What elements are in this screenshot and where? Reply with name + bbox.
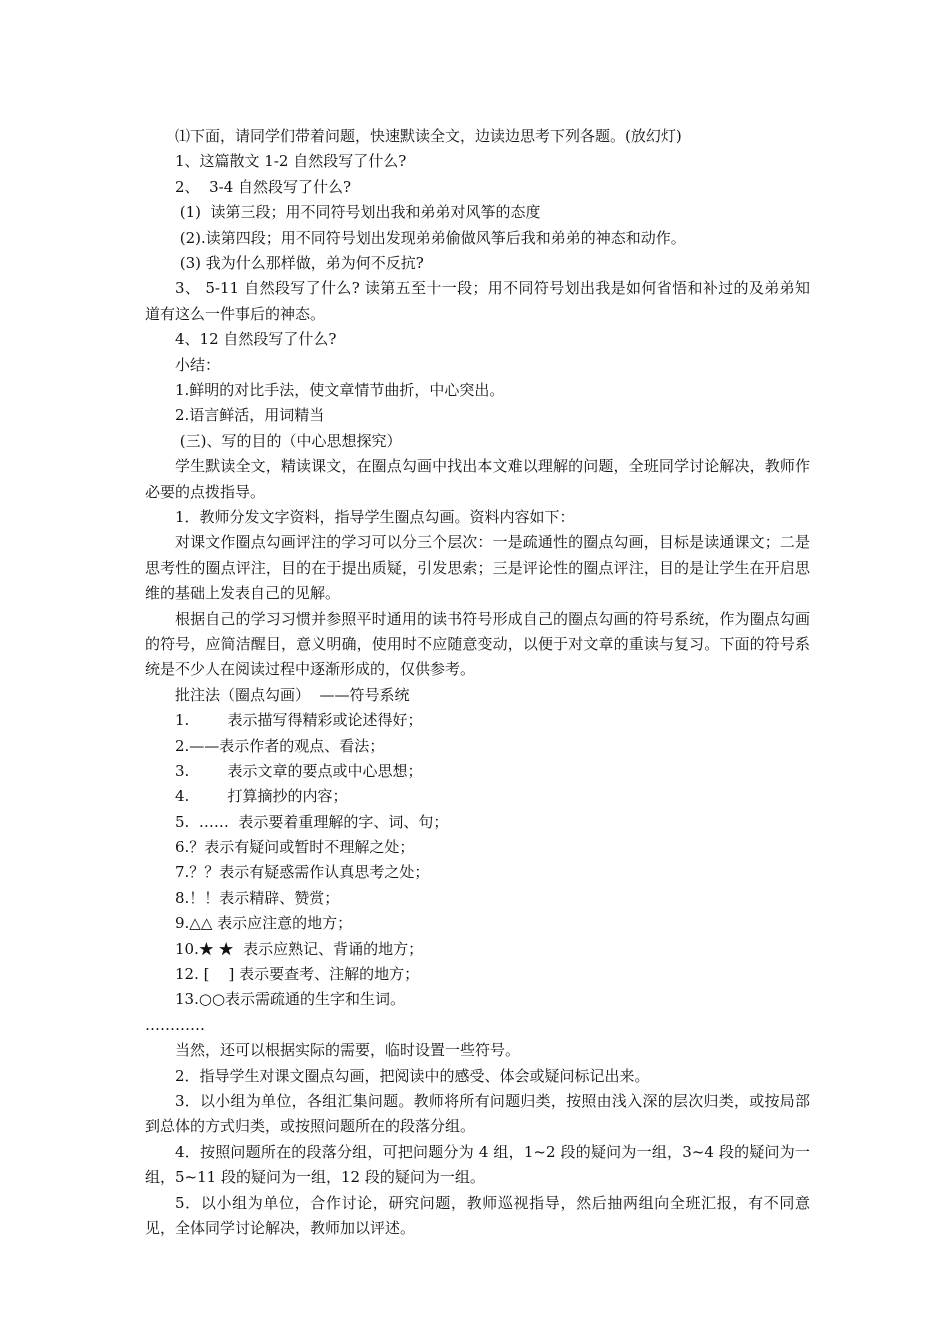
text-line: 1.鲜明的对比手法，使文章情节曲折，中心突出。	[175, 380, 505, 399]
text-line: 13.○○表示需疏通的生字和生词。	[175, 990, 406, 1009]
text-line: 5. …… 表示要着重理解的字、词、句；	[175, 812, 449, 831]
text-line: (1) 读第三段；用不同符号划出我和弟弟对风筝的态度	[175, 203, 541, 222]
text-line: 10.★ ★ 表示应熟记、背诵的地方；	[175, 939, 424, 958]
text-line: …………	[145, 1015, 205, 1034]
text-line: 2．指导学生对课文圈点勾画，把阅读中的感受、体会或疑问标记出来。	[175, 1066, 650, 1085]
text-line: 1. 表示描写得精彩或论述得好；	[175, 711, 423, 730]
text-line: 7.？？表示有疑惑需作认真思考之处；	[175, 863, 430, 882]
text-line: ⑴下面，请同学们带着问题，快速默读全文，边读边思考下列各题。(放幻灯)	[175, 127, 682, 145]
text-paragraph: 根据自己的学习习惯并参照平时通用的读书符号形成自己的圈点勾画的符号系统，作为圈点勾画的符号，应简洁醒目，意义明确，使用时不应随意变动，以便于对文章的重读与复习。下面的符号系统是不少人在阅读过程中逐渐形成的，仅供参考。	[145, 609, 810, 679]
text-line: (2).读第四段；用不同符号划出发现弟弟偷做风筝后我和弟弟的神态和动作。	[175, 228, 686, 247]
document-body	[145, 124, 810, 1241]
text-line: 6.？表示有疑问或暂时不理解之处；	[175, 838, 415, 857]
text-paragraph: 学生默读全文，精读课文，在圈点勾画中找出本文难以理解的问题，全班同学讨论解决，教师作必要的点拨指导。	[145, 457, 810, 501]
text-line: 1．教师分发文字资料，指导学生圈点勾画。资料内容如下：	[175, 507, 575, 526]
text-line: 1、这篇散文 1-2 自然段写了什么?	[175, 152, 407, 171]
text-line: 4. 打算摘抄的内容；	[175, 787, 348, 806]
text-line: 4、12 自然段写了什么?	[175, 330, 337, 349]
text-paragraph: 4．按照问题所在的段落分组，可把问题分为 4 组，1~2 段的疑问为一组，3~4 段的疑问为一组，5~11 段的疑问为一组，12 段的疑问为一组。	[145, 1142, 810, 1187]
text-paragraph: 5．以小组为单位，合作讨论，研究问题，教师巡视指导，然后抽两组向全班汇报，有不同意见，全体同学讨论解决，教师加以评述。	[145, 1193, 810, 1238]
text-line: 小结：	[175, 355, 221, 374]
text-paragraph: 3、 5-11 自然段写了什么? 读第五至十一段；用不同符号划出我是如何省悟和补过的及弟弟知道有这么一件事后的神态。	[145, 279, 810, 323]
text-line: 批注法（圈点勾画） ——符号系统	[175, 685, 410, 704]
text-line: 2、 3-4 自然段写了什么?	[175, 177, 352, 196]
text-paragraph: 对课文作圈点勾画评注的学习可以分三个层次：一是疏通性的圈点勾画，目标是读通课文；二是思考性的圈点评注，目的在于提出质疑，引发思索；三是评论性的圈点评注，目的是让学生在开启思维的基础上发表自己的见解。	[145, 533, 810, 603]
text-line: 3. 表示文章的要点或中心思想；	[175, 761, 423, 780]
text-line: 8.！！表示精辟、赞赏；	[175, 888, 340, 907]
text-line: 12. [ ] 表示要查考、注解的地方；	[175, 965, 420, 984]
text-line: 当然，还可以根据实际的需要，临时设置一些符号。	[175, 1041, 521, 1060]
text-line: 9.△△ 表示应注意的地方；	[175, 914, 353, 933]
text-line: (三)、写的目的（中心思想探究）	[175, 431, 402, 450]
text-paragraph: 3．以小组为单位，各组汇集问题。教师将所有问题归类，按照由浅入深的层次归类，或按局部到总体的方式归类，或按照问题所在的段落分组。	[145, 1092, 810, 1136]
text-line: 2.语言鲜活，用词精当	[175, 406, 325, 425]
text-line: (3) 我为什么那样做，弟为何不反抗?	[175, 253, 424, 272]
text-line: 2.——表示作者的观点、看法；	[175, 736, 385, 755]
